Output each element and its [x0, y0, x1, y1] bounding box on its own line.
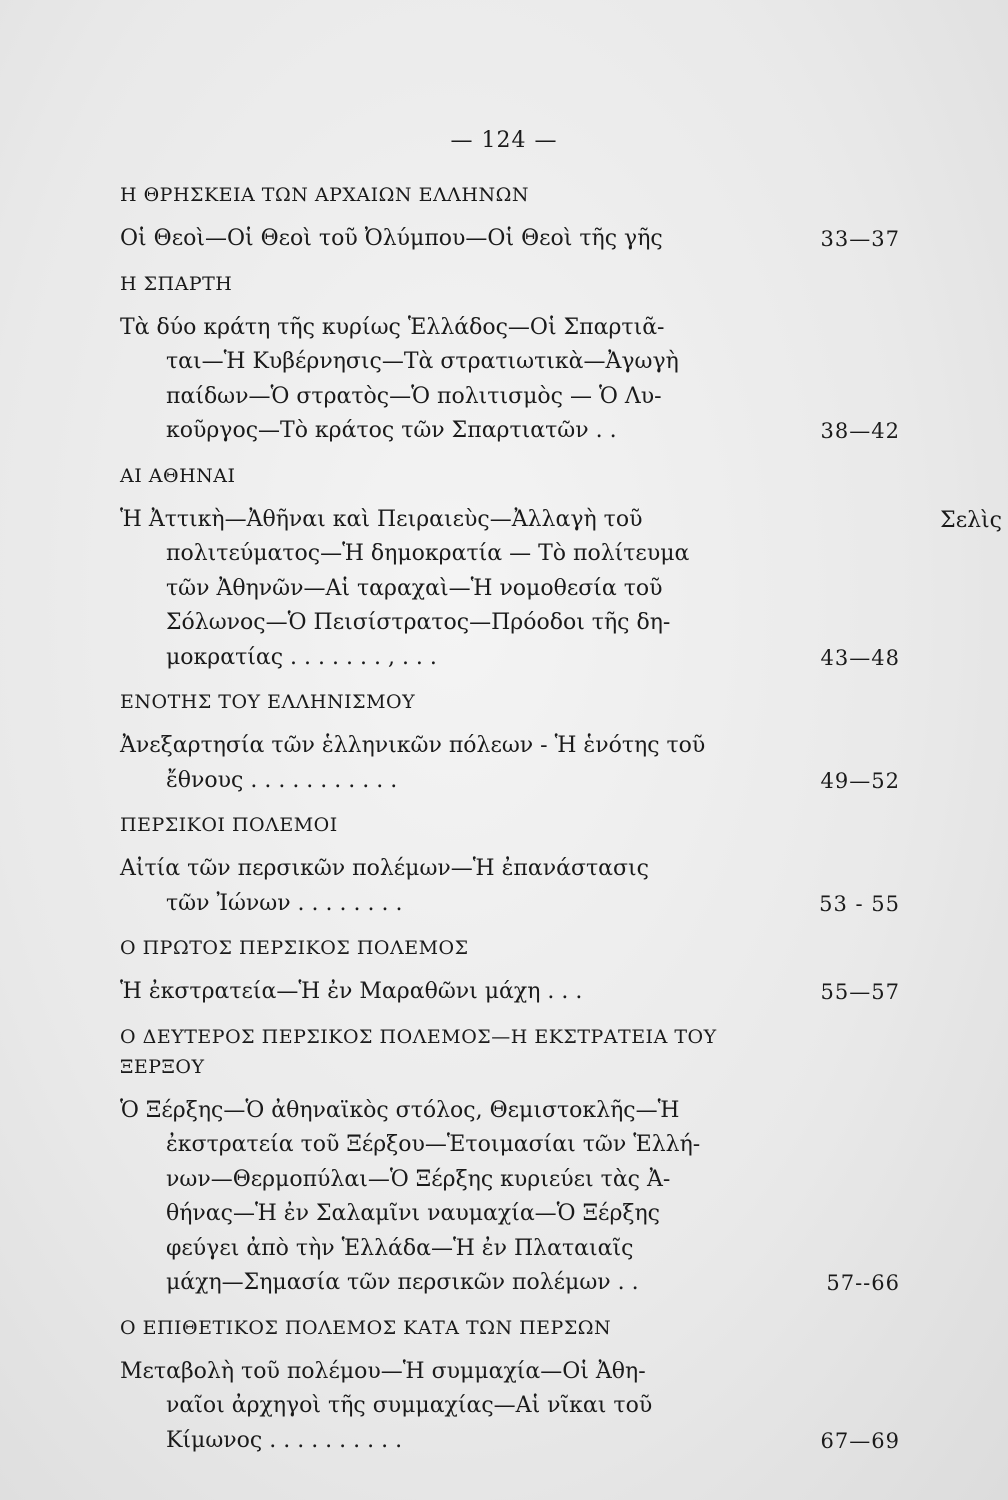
entry-line: ἐκστρατεία τοῦ Ξέρξου—Ἑτοιμασίαι τῶν Ἑλλή-: [166, 1132, 701, 1157]
toc-entry: [120, 503, 900, 676]
entry-line: Ἡ ἐκστρατεία—Ἡ ἐν Μαραθῶνι μάχη . . .: [120, 979, 583, 1004]
side-note-selis: Σελὶς: [940, 508, 1002, 533]
entry-line: τῶν Ἰώνων . . . . . . . .: [166, 890, 403, 916]
page-range: 43—48: [820, 645, 900, 670]
section-heading: ΠΕΡΣΙΚΟΙ ΠΟΛΕΜΟΙ: [120, 814, 338, 836]
page-range: 67—69: [820, 1428, 900, 1453]
toc-entry: [120, 852, 900, 921]
page-number: — 124 —: [450, 128, 558, 153]
page-range: 57--66: [826, 1271, 900, 1295]
entry-line: Αἰτία τῶν περσικῶν πολέμων—Ἡ ἐπανάστασις: [120, 856, 649, 881]
entry-line: Μεταβολὴ τοῦ πολέμου—Ἡ συμμαχία—Οἱ Ἀθη-: [120, 1358, 646, 1384]
entry-line: νων—Θερμοπύλαι—Ὁ Ξέρξης κυριεύει τὰς Ἀ-: [166, 1166, 671, 1192]
toc-entry: [120, 1355, 900, 1459]
table-of-contents: [120, 180, 900, 1470]
section-heading: Η ΣΠΑΡΤΗ: [120, 272, 233, 295]
page-range: 55—57: [820, 980, 900, 1004]
entry-line: φεύγει ἀπὸ τὴν Ἑλλάδα—Ἡ ἐν Πλαταιαῖς: [166, 1235, 634, 1261]
toc-entry: [120, 1094, 900, 1301]
entry-line: τῶν Ἀθηνῶν—Αἱ ταραχαὶ—Ἡ νομοθεσία τοῦ: [166, 575, 663, 601]
entry-line: ται—Ἡ Κυβέρνησις—Τὰ στρατιωτικὰ—Ἀγωγὴ: [166, 349, 679, 374]
entry-line: μάχη—Σημασία τῶν περσικῶν πολέμων . .: [166, 1270, 639, 1295]
section-heading: ΑΙ ΑΘΗΝΑΙ: [120, 464, 236, 487]
toc-entry: [120, 311, 900, 449]
section-heading: Ο ΕΠΙΘΕΤΙΚΟΣ ΠΟΛΕΜΟΣ ΚΑΤΑ ΤΩΝ ΠΕΡΣΩΝ: [120, 1316, 612, 1339]
entry-line: κοῦργος—Τὸ κράτος τῶν Σπαρτιατῶν . .: [166, 418, 617, 443]
section-heading: Η ΘΡΗΣΚΕΙΑ ΤΩΝ ΑΡΧΑΙΩΝ ΕΛΛΗΝΩΝ: [120, 184, 529, 206]
entry-line: Ἀνεξαρτησία τῶν ἑλληνικῶν πόλεων - Ἡ ἑνότης τοῦ: [120, 733, 706, 758]
page-range: 53 - 55: [819, 891, 900, 916]
page-range: 49—52: [820, 768, 900, 793]
entry-line: Σόλωνος—Ὁ Πεισίστρατος—Πρόοδοι τῆς δη-: [166, 610, 671, 635]
toc-entry: [120, 975, 900, 1010]
entry-line: παίδων—Ὁ στρατὸς—Ὁ πολιτισμὸς — Ὁ Λυ-: [166, 383, 662, 409]
entry-line: ἔθνους . . . . . . . . . . .: [166, 767, 398, 793]
entry-line: ναῖοι ἀρχηγοὶ τῆς συμμαχίας—Αἱ νῖκαι τοῦ: [166, 1393, 653, 1418]
section-heading: Ο ΠΡΩΤΟΣ ΠΕΡΣΙΚΟΣ ΠΟΛΕΜΟΣ: [120, 937, 469, 959]
page-range: 38—42: [820, 419, 900, 443]
page-range: 33—37: [820, 227, 900, 251]
entry-line: Τὰ δύο κράτη τῆς κυρίως Ἑλλάδος—Οἱ Σπαρτιᾶ-: [120, 314, 665, 340]
entry-line: Κίμωνος . . . . . . . . . .: [166, 1427, 403, 1453]
toc-entry: [120, 222, 900, 257]
entry-line: Ὁ Ξέρξης—Ὁ ἀθηναϊκὸς στόλος, Θεμιστοκλῆς—Ἡ: [120, 1097, 680, 1123]
section-heading: ΕΝΟΤΗΣ ΤΟΥ ΕΛΛΗΝΙΣΜΟΥ: [120, 691, 416, 713]
section-heading: Ο ΔΕΥΤΕΡΟΣ ΠΕΡΣΙΚΟΣ ΠΟΛΕΜΟΣ—Η ΕΚΣΤΡΑΤΕΙΑ ΤΟΥ ΞΕΡΞΟΥ: [120, 1025, 717, 1078]
entry-line: Οἱ Θεοὶ—Οἱ Θεοὶ τοῦ Ὀλύμπου—Οἱ Θεοὶ τῆς γῆς: [120, 226, 663, 251]
toc-entry: [120, 729, 900, 798]
entry-line: πολιτεύματος—Ἡ δημοκρατία — Τὸ πολίτευμα: [166, 541, 690, 566]
entry-line: θήνας—Ἡ ἐν Σαλαμῖνι ναυμαχία—Ὁ Ξέρξης: [166, 1201, 661, 1226]
entry-line: Ἡ Ἀττικὴ—Ἀθῆναι καὶ Πειραιεὺς—Ἀλλαγὴ τοῦ: [120, 506, 643, 532]
entry-line: μοκρατίας . . . . . . . , . . .: [166, 644, 437, 670]
